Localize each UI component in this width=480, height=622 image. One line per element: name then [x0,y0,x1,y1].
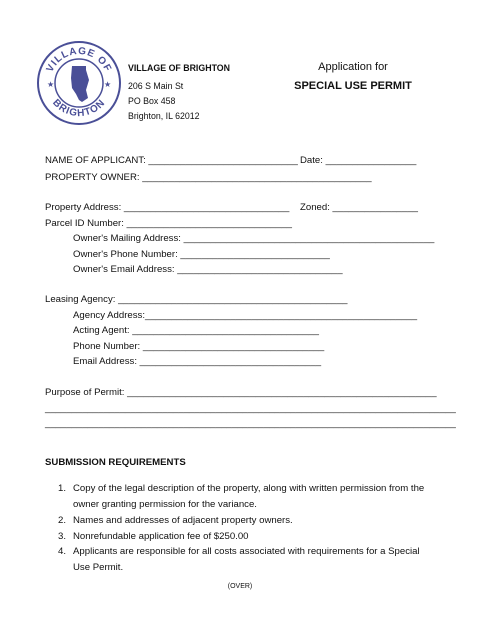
owner-mailing-address-field[interactable]: Owner's Mailing Address: _______________________________________________ [73,233,435,244]
svg-text:★: ★ [104,80,112,89]
requirement-text: Nonrefundable application fee of $250.00 [73,531,249,542]
parcel-id-field[interactable]: Parcel ID Number: _______________________________ [45,218,292,229]
date-field[interactable]: Date: _________________ [300,155,417,166]
leasing-agency-field[interactable]: Leasing Agency: ___________________________________________ [45,294,348,305]
title-line-1: Application for [318,61,388,73]
requirement-text: Copy of the legal description of the property, along with written permission from the owner granting permission for the variance. [73,483,425,510]
zoned-field[interactable]: Zoned: ________________ [300,202,418,213]
agency-address-field[interactable]: Agency Address:___________________________________________________ [73,310,418,321]
village-seal-logo [36,40,122,126]
owner-phone-field[interactable]: Owner's Phone Number: ____________________________ [73,249,330,260]
address-line-1: 206 S Main St [128,81,184,91]
address-line-3: Brighton, IL 62012 [128,111,200,121]
email-address-field[interactable]: Email Address: __________________________________ [73,356,322,367]
property-owner-field[interactable]: PROPERTY OWNER: ___________________________________________ [45,172,372,183]
org-name: VILLAGE OF BRIGHTON [128,63,230,73]
requirement-text: Applicants are responsible for all costs associated with requirements for a Special Use Permit. [73,546,420,573]
purpose-blank-line-2[interactable]: _____________________________________________________________________________ [45,418,456,429]
purpose-blank-line-1[interactable]: _____________________________________________________________________________ [45,403,456,414]
svg-text:VILLAGE OF: VILLAGE OF [44,45,114,75]
address-line-2: PO Box 458 [128,96,176,106]
requirement-item [58,481,438,513]
requirement-number: 4. [58,546,67,557]
requirement-number: 1. [58,483,67,494]
requirement-text: Names and addresses of adjacent property owners. [73,515,293,526]
requirement-number: 3. [58,531,67,542]
svg-text:★: ★ [47,80,55,89]
title-line-2: SPECIAL USE PERMIT [294,80,412,92]
acting-agent-field[interactable]: Acting Agent: ___________________________________ [73,325,319,336]
requirements-heading: SUBMISSION REQUIREMENTS [45,457,186,468]
svg-text:BRIGHTON: BRIGHTON [50,97,108,120]
owner-email-field[interactable]: Owner's Email Address: _______________________________ [73,264,343,275]
over-note: (OVER) [227,583,253,590]
phone-number-field[interactable]: Phone Number: __________________________________ [73,341,325,352]
applicant-name-field[interactable]: NAME OF APPLICANT: ____________________________ [45,155,298,166]
purpose-field[interactable]: Purpose of Permit: __________________________________________________________ [45,387,437,398]
requirement-number: 2. [58,515,67,526]
property-address-field[interactable]: Property Address: _______________________________ [45,202,290,213]
